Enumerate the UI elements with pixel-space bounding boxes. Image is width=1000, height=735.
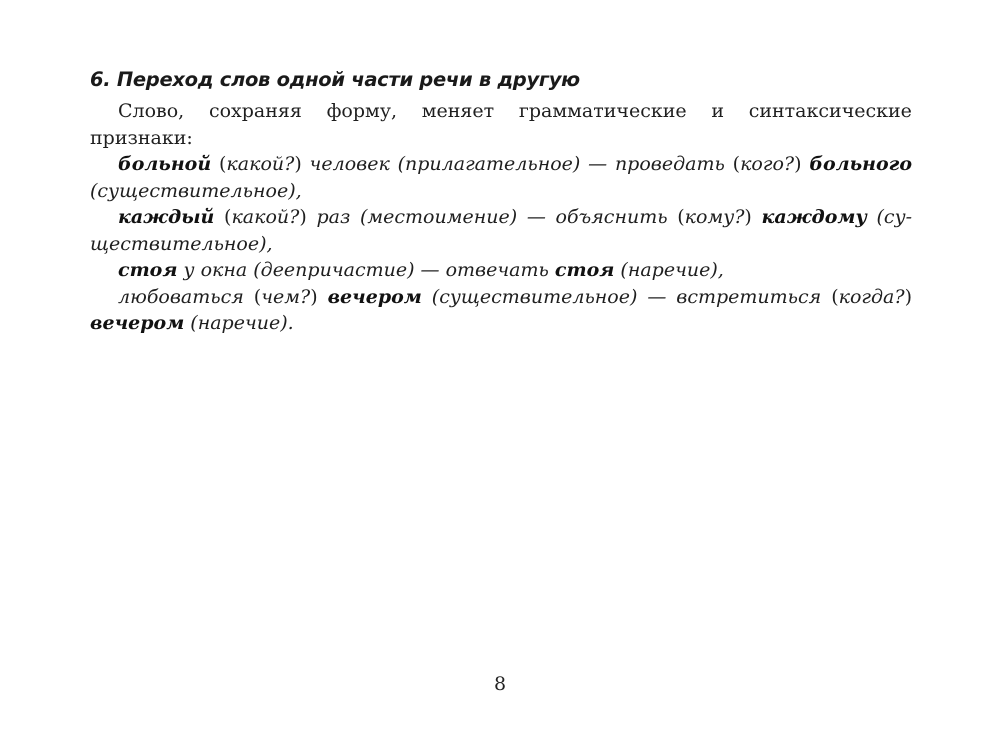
section-heading: 6. Переход слов одной части речи в другую	[90, 68, 580, 91]
example-1-line2	[90, 178, 912, 205]
text-segment: кого?	[740, 153, 795, 175]
examples-list	[90, 151, 912, 337]
bold-term: больной	[118, 153, 212, 175]
text-segment: (	[732, 153, 741, 175]
text-segment: любоваться	[118, 285, 254, 308]
text-segment: (наречие).	[184, 312, 294, 334]
text-segment: какой?	[231, 206, 300, 228]
bold-term: вечером	[90, 312, 185, 334]
text-segment: раз (местоимение) — объяснить	[316, 206, 678, 228]
text-segment: (существительное) — встретиться	[421, 285, 832, 308]
text-segment: человек (прилагательное) — проведать	[309, 153, 733, 175]
intro-line-1	[90, 98, 912, 125]
word: Слово,	[118, 100, 185, 122]
word: сохраняя	[208, 100, 302, 122]
text-segment: (	[214, 206, 232, 228]
example-2-line1	[90, 204, 912, 231]
bold-term: каждому	[761, 206, 867, 228]
text-segment: кому?	[684, 206, 745, 228]
bold-term: стоя	[554, 259, 615, 281]
text-segment: (существительное),	[90, 179, 302, 202]
example-4-line1	[90, 284, 912, 311]
example-2-line2	[90, 231, 912, 258]
example-1-line1	[90, 151, 912, 178]
bold-term: стоя	[118, 259, 178, 281]
bold-term: вечером	[327, 285, 422, 308]
example-3-line1	[90, 257, 912, 284]
text-segment: какой?	[226, 153, 295, 175]
word: синтаксические	[748, 100, 912, 122]
text-segment: чем?	[261, 285, 311, 308]
page-number: 8	[493, 673, 507, 695]
word: грамматические	[518, 100, 687, 122]
text-segment: )	[294, 153, 310, 175]
text-segment: )	[904, 285, 912, 308]
text-segment: когда?	[838, 285, 905, 308]
text-segment: (	[831, 285, 839, 308]
text-segment: )	[744, 206, 762, 228]
word: меняет	[421, 100, 495, 122]
text-segment: )	[794, 153, 810, 175]
section-body	[90, 98, 912, 337]
text-segment: (	[677, 206, 685, 228]
text-segment: (	[211, 153, 227, 175]
text-segment: (су-	[866, 206, 913, 228]
text-segment: у окна (деепричастие) — отвечать	[177, 259, 555, 281]
text-segment: (наречие),	[614, 259, 724, 281]
bold-term: больного	[809, 153, 913, 175]
word: форму,	[326, 100, 398, 122]
example-4-line2	[90, 310, 912, 337]
text-segment: )	[299, 206, 317, 228]
text-segment: )	[310, 285, 328, 308]
intro-line-2: признаки:	[90, 126, 193, 149]
word: и	[711, 100, 724, 122]
text-segment: (	[253, 285, 262, 308]
bold-term: каждый	[118, 206, 215, 228]
text-segment: ществительное),	[90, 232, 273, 255]
